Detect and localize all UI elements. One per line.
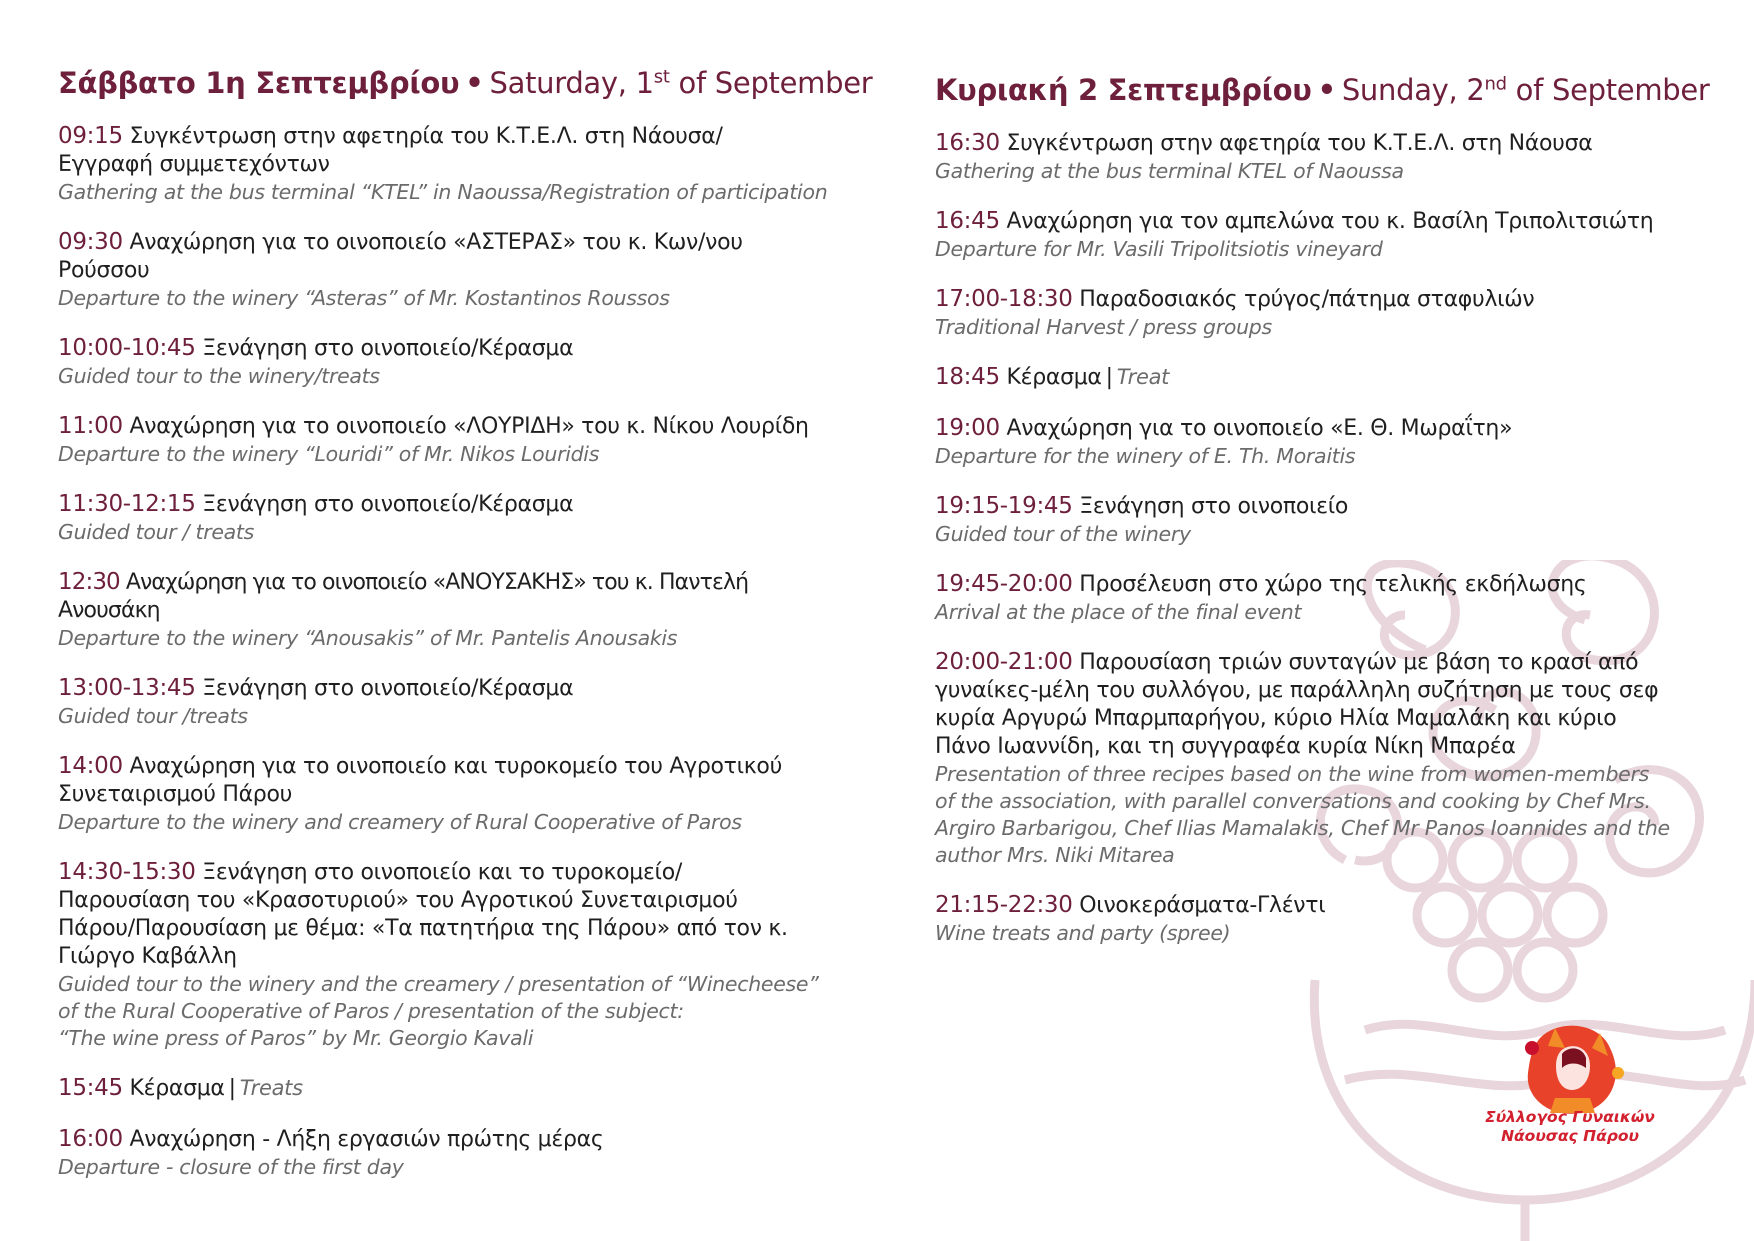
entry-greek-cont: Εγγραφή συμμετεχόντων [58,152,330,177]
entry-english: Departure for the winery of E. Th. Moraitis [935,444,1356,468]
schedule-entry [935,129,1695,185]
schedule-entry [935,363,1695,392]
entry-greek-cont: Παρουσίαση του «Κρασοτυριού» του Αγροτικού Συνεταιρισμού [58,888,738,913]
entry-greek: Αναχώρηση για το οινοποιείο «ΑΣΤΕΡΑΣ» του κ. Κων/νου Ρούσσου [58,230,743,283]
entry-greek-cont: Συνεταιρισμού Πάρου [58,782,293,807]
logo-caption [1470,1108,1670,1146]
schedule-entry [58,858,838,1052]
entry-time: 16:45 [935,208,1000,234]
schedule-entry [58,122,838,206]
entry-greek: Αναχώρηση για το οινοποιείο και τυροκομείο του Αγροτικού [129,754,782,779]
entry-english: Arrival at the place of the final event [935,600,1302,624]
entry-english: Presentation of three recipes based on the wine from women-members [935,762,1650,786]
sunday-title [935,73,1710,107]
logo-caption-line1: Σύλλογος Γυναικών [1485,1108,1655,1126]
entry-english: Traditional Harvest / press groups [935,315,1272,339]
entry-greek: Κέρασμα [1006,365,1102,390]
saturday-schedule [58,66,873,1203]
entry-english-cont: of the association, with parallel conversations and cooking by Chef Mrs. [935,789,1651,813]
entry-greek: Αναχώρηση - Λήξη εργασιών πρώτης μέρας [129,1127,604,1152]
entry-greek: Αναχώρηση για το οινοποιείο «ΑΝΟΥΣΑΚΗΣ» του κ. Παντελή Ανουσάκη [58,570,749,623]
schedule-entry [935,891,1695,947]
entry-greek-cont: κυρία Αργυρώ Μπαρμπαρήγου, κύριο Ηλία Μαμαλάκη και κύριο [935,706,1617,731]
entry-english-cont: of the Rural Cooperative of Paros / presentation of the subject: [58,999,684,1023]
entry-english: Departure to the winery “Louridi” of Mr. Nikos Louridis [58,442,600,466]
entry-greek-cont: Πάνο Ιωαννίδη, και τη συγγραφέα κυρία Νίκη Μπαρέα [935,734,1516,759]
schedule-entry [935,570,1695,626]
entry-greek: Κέρασμα [129,1076,225,1101]
entry-greek-cont: Γιώργο Καβάλλη [58,944,237,969]
entry-english-cont: “The wine press of Paros” by Mr. Georgio Kavali [58,1026,534,1050]
schedule-entry [935,207,1695,263]
schedule-entry [935,285,1695,341]
entry-time: 12:30 [58,569,120,595]
entry-greek: Προσέλευση στο χώρο της τελικής εκδήλωσης [1079,572,1587,597]
entry-greek: Ξενάγηση στο οινοποιείο [1079,494,1349,519]
entry-greek: Αναχώρηση για το οινοποιείο «Ε. Θ. Μωραΐτη» [1006,416,1513,441]
schedule-entry [58,1125,838,1181]
title-separator: • [1317,73,1336,107]
schedule-entry [58,228,838,312]
entry-english: Treat [1116,365,1170,389]
schedule-entry [935,414,1695,470]
logo-splash [1525,1026,1624,1114]
entry-greek-cont: Πάρου/Παρουσίαση με θέμα: «Τα πατητήρια της Πάρου» από τον κ. [58,916,788,941]
entry-time: 18:45 [935,364,1000,390]
separator-bar: | [228,1076,236,1101]
entry-time: 16:30 [935,130,1000,156]
entry-english: Departure to the winery “Anousakis” of Mr. Pantelis Anousakis [58,626,678,650]
saturday-title-greek: Σάββατο 1η Σεπτεμβρίου [58,66,460,100]
schedule-entry [58,1074,838,1103]
entry-greek: Παρουσίαση τριών συνταγών με βάση το κρασί από [1079,650,1639,675]
entry-english-cont: Argiro Barbarigou, Chef Ilias Mamalakis, Chef Mr Panos Ioannides and the [935,816,1670,840]
sunday-schedule [935,73,1710,969]
entry-greek: Αναχώρηση για το οινοποιείο «ΛΟΥΡΙΔΗ» του κ. Νίκου Λουρίδη [129,414,809,439]
entry-time: 21:15-22:30 [935,892,1073,918]
entry-greek: Οινοκεράσματα-Γλέντι [1079,893,1326,918]
entry-english: Treats [239,1076,303,1100]
entry-english: Gathering at the bus terminal KTEL of Naoussa [935,159,1404,183]
sunday-title-english: Sunday, 2nd of September [1341,73,1710,107]
entry-time: 14:00 [58,753,123,779]
entry-english-cont: author Mrs. Niki Mitarea [935,843,1175,867]
entry-english: Gathering at the bus terminal “KTEL” in Naoussa/Registration of participation [58,180,828,204]
entry-greek: Συγκέντρωση στην αφετηρία του Κ.Τ.Ε.Λ. στη Νάουσα [1006,131,1593,156]
entry-time: 20:00-21:00 [935,649,1073,675]
entry-time: 11:30-12:15 [58,491,196,517]
schedule-entry [58,674,838,730]
entry-english: Wine treats and party (spree) [935,921,1231,945]
entry-time: 19:00 [935,415,1000,441]
entry-english: Departure for Mr. Vasili Tripolitsiotis vineyard [935,237,1383,261]
schedule-entry [58,490,838,546]
title-separator: • [465,66,484,100]
entry-english: Departure - closure of the first day [58,1155,404,1179]
entry-greek-cont: γυναίκες-μέλη του συλλόγου, με παράλληλη συζήτηση με τους σεφ [935,678,1659,703]
entry-english: Guided tour of the winery [935,522,1191,546]
sunday-title-greek: Κυριακή 2 Σεπτεμβρίου [935,73,1312,107]
schedule-entry [935,648,1695,869]
entry-greek: Παραδοσιακός τρύγος/πάτημα σταφυλιών [1079,287,1535,312]
entry-english: Guided tour to the winery and the creamery / presentation of “Winecheese” [58,972,819,996]
entry-greek: Ξενάγηση στο οινοποιείο/Κέρασμα [202,676,574,701]
entry-time: 10:00-10:45 [58,335,196,361]
entry-english: Guided tour /treats [58,704,248,728]
saturday-title [58,66,873,100]
entry-greek: Αναχώρηση για τον αμπελώνα του κ. Βασίλη Τριπολιτσιώτη [1006,209,1654,234]
entry-time: 19:15-19:45 [935,493,1073,519]
entry-english: Guided tour to the winery/treats [58,364,380,388]
entry-time: 15:45 [58,1075,123,1101]
entry-greek: Ξενάγηση στο οινοποιείο/Κέρασμα [202,336,574,361]
entry-english: Departure to the winery and creamery of Rural Cooperative of Paros [58,810,742,834]
logo-caption-line2: Νάουσας Πάρου [1501,1127,1639,1145]
schedule-entry [58,334,838,390]
saturday-title-english: Saturday, 1st of September [489,66,873,100]
entry-english: Guided tour / treats [58,520,255,544]
entry-time: 16:00 [58,1126,123,1152]
entry-time: 09:30 [58,229,123,255]
entry-time: 11:00 [58,413,123,439]
entry-time: 13:00-13:45 [58,675,196,701]
entry-time: 19:45-20:00 [935,571,1073,597]
schedule-entry [58,568,838,652]
entry-time: 14:30-15:30 [58,859,196,885]
entry-greek: Ξενάγηση στο οινοποιείο και το τυροκομείο/ [202,860,682,885]
entry-english: Departure to the winery “Asteras” of Mr. Kostantinos Roussos [58,286,670,310]
schedule-entry [58,412,838,468]
separator-bar: | [1105,365,1113,390]
entry-greek: Ξενάγηση στο οινοποιείο/Κέρασμα [202,492,574,517]
entry-time: 17:00-18:30 [935,286,1073,312]
entry-time: 09:15 [58,123,123,149]
schedule-entry [935,492,1695,548]
entry-greek: Συγκέντρωση στην αφετηρία του Κ.Τ.Ε.Λ. στη Νάουσα/ [129,124,723,149]
schedule-entry [58,752,838,836]
